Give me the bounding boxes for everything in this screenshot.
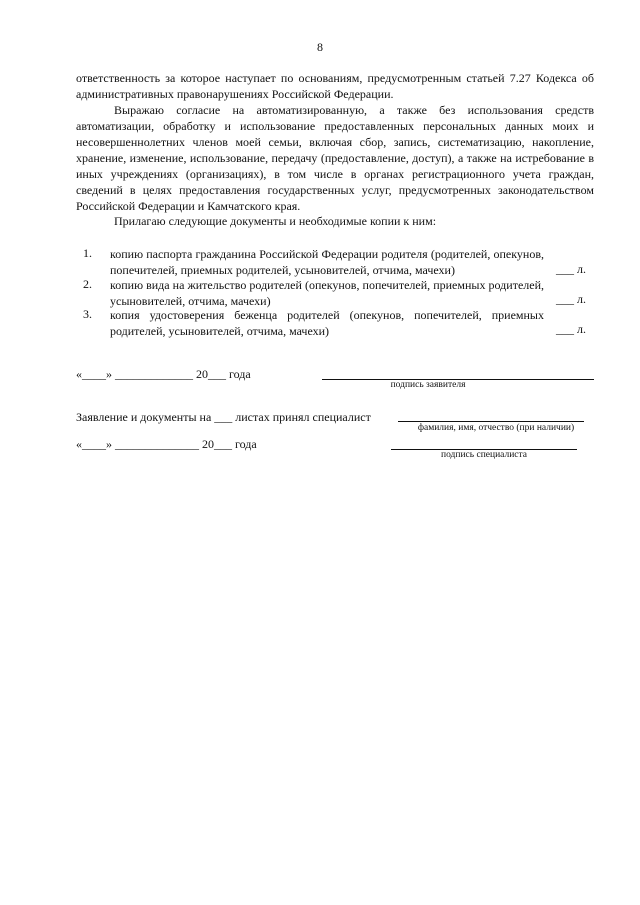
applicant-date-line: «____» _____________ 20___ года bbox=[76, 367, 251, 381]
item-number: 1. bbox=[83, 246, 92, 260]
page-number: 8 bbox=[317, 40, 323, 54]
item-text: копия удостоверения беженца родителей (опекунов, попечителей, приемных родителей, усыновителей, отчима, мачехи) bbox=[110, 308, 544, 338]
attachments-intro: Прилагаю следующие документы и необходимые копии к ним: bbox=[114, 214, 437, 228]
specialist-accepted-text: Заявление и документы на ___ листах принял специалист bbox=[76, 410, 371, 424]
item-text: копию вида на жительство родителей (опекунов, попечителей, приемных родителей, усыновителей, отчима, мачехи) bbox=[110, 278, 544, 308]
specialist-date-line: «____» ______________ 20___ года bbox=[76, 437, 257, 451]
item-pages: ___ л. bbox=[556, 322, 586, 336]
item-pages: ___ л. bbox=[556, 262, 586, 276]
specialist-name-caption: фамилия, имя, отчество (при наличии) bbox=[417, 423, 575, 433]
specialist-name-line bbox=[398, 421, 584, 422]
paragraph-continuation: ответственность за которое наступает по основаниям, предусмотренным статьей 7.27 Кодекса об административных правонарушениях Российской Федерации. bbox=[76, 71, 594, 101]
applicant-signature-caption: подпись заявителя bbox=[390, 380, 466, 390]
specialist-signature-caption: подпись специалиста bbox=[441, 450, 527, 460]
item-number: 3. bbox=[83, 307, 92, 321]
paragraph-consent: Выражаю согласие на автоматизированную, а также без использования средств автоматизации, обработку и использование предоставленных персональных данных моих и несовершеннолетних членов моей семьи, включая сбор, запись, систематизацию, накопление, хранение, изменение, использование, передачу (предоставление, доступ), а также на истребование в иных учреждениях (организациях), в том числе в органах регистрационного учета граждан, сведений в целях предоставления государственных услуг, предусмотренных законодательством Российской Федерации и Камчатского края. bbox=[76, 103, 594, 213]
item-pages: ___ л. bbox=[556, 292, 586, 306]
item-number: 2. bbox=[83, 277, 92, 291]
item-text: копию паспорта гражданина Российской Федерации родителя (родителей, опекунов, попечителей, приемных родителей, усыновителей, отчима, мачехи) bbox=[110, 247, 544, 277]
